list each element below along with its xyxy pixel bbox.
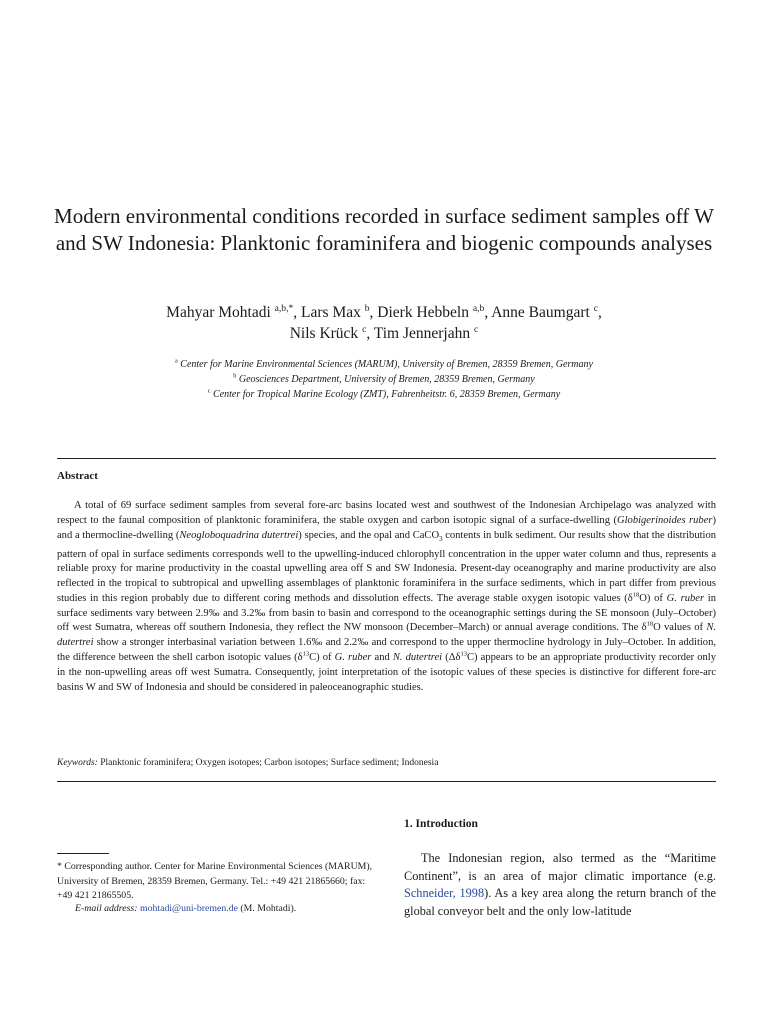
- footnote-divider: [57, 853, 109, 854]
- author-name: Mahyar Mohtadi: [166, 304, 271, 321]
- keywords: [57, 758, 716, 768]
- author-name: Dierk Hebbeln: [377, 304, 469, 321]
- email-suffix: (M. Mohtadi).: [240, 903, 297, 914]
- email-line: [75, 903, 296, 914]
- author-affiliation-mark: b: [364, 302, 370, 314]
- author-name: Tim Jennerjahn: [373, 325, 471, 342]
- introduction-body: The Indonesian region, also termed as the “Maritime Continent”, is an area of major climatic importance (e.g. Schneider, 1998). As a key area along the return branch of the global conveyor belt and the only low-latitude: [404, 851, 716, 918]
- author-affiliation-mark: c: [362, 323, 367, 335]
- affiliation-text: Center for Marine Environmental Sciences (MARUM), University of Bremen, 28359 Bremen, Germany: [180, 359, 593, 370]
- affiliation-mark: c: [207, 387, 211, 395]
- author-affiliation-mark: a,b,*: [274, 302, 294, 314]
- email-link[interactable]: mohtadi@uni-bremen.de: [139, 903, 238, 914]
- affiliation-mark: a: [175, 357, 178, 365]
- author-name: Lars Max: [301, 304, 361, 321]
- affiliation-mark: b: [233, 372, 237, 380]
- keywords-text: Planktonic foraminifera; Oxygen isotopes; Carbon isotopes; Surface sediment; Indonesia: [100, 758, 439, 768]
- author-name: Nils Krück: [289, 325, 359, 342]
- author-affiliation-mark: a,b: [472, 302, 485, 314]
- citation-link[interactable]: Schneider, 1998: [404, 886, 485, 900]
- section-divider: [57, 781, 716, 782]
- affiliation-line: [40, 357, 728, 372]
- keywords-label: Keywords:: [57, 758, 98, 768]
- article-title: Modern environmental conditions recorded in surface sediment samples off W and SW Indonesia: Planktonic foraminifera and biogenic compounds analyses: [54, 204, 714, 255]
- email-label: E-mail address:: [75, 903, 138, 914]
- affiliation-text: Center for Tropical Marine Ecology (ZMT), Fahrenheitstr. 6, 28359 Bremen, Germany: [213, 389, 561, 400]
- affiliation-line: [40, 387, 728, 402]
- affiliation-text: Geosciences Department, University of Bremen, 28359 Bremen, Germany: [238, 374, 535, 385]
- author-affiliation-mark: c: [474, 323, 479, 335]
- section-divider: [57, 458, 716, 459]
- author-affiliation-mark: c: [593, 302, 598, 314]
- author-list: Mahyar Mohtadi $^{a,b,*}$, Lars Max $^b$, Dierk Hebbeln $^{a,b}$, Anne Baumgart $^c$, Nils Krück $^c$, Tim Jennerjahn $^c$: [166, 302, 602, 342]
- introduction-heading: 1. Introduction: [404, 818, 478, 830]
- affiliations: [40, 357, 728, 402]
- affiliation-line: [40, 372, 728, 387]
- author-name: Anne Baumgart: [491, 304, 590, 321]
- abstract-body: A total of 69 surface sediment samples from several fore-arc basins located west and southwest of the Indonesian Archipelago was analyzed with respect to the faunal composition of planktonic foraminifera, the stable oxygen and carbon isotopic signal of a surface-dwelling (Globigerinoides ruber) and a thermocline-dwelling (Neogloboquadrina dutertrei) species, and the opal and CaCO$_3$ contents in bulk sediment. Our results show that the distribution pattern of opal in surface sediments corresponds well to the upwelling-induced chlorophyll concentration in the upper water column and thus, represents a reliable proxy for marine productivity in the coastal upwelling area off S and SW Indonesia. Present-day oceanography and marine productivity are also reflected in the tropical to subtropical and upwelling assemblages of planktonic foraminifera in the surface sediments, which in part differ from previous studies in this region probably due to different coring methods and dissolution effects. The average stable oxygen isotopic values $(\delta^{18}O)$ of G. ruber in surface sediments vary between 2.9‰ and 3.2‰ from basin to basin and correspond to the oceanographic settings during the SE monsoon (July–October) off west Sumatra, whereas off southern Indonesia, they reflect the NW monsoon (December–March) or annual average conditions. The $\delta^{18}O$ values of N. dutertrei show a stronger interbasinal variation between 1.6‰ and 2.2‰ and correspond to the upper thermocline hydrology in July–October. In addition, the difference between the shell carbon isotopic values $(\delta^{13}C)$ of G. ruber and N. dutertrei $(\Delta\delta^{13}C)$ appears to be an appropriate productivity recorder only in the non-upwelling areas off west Sumatra. Consequently, joint interpretation of the isotopic values of these species is distinctive for different fore-arc basins W and SW of Indonesia and should be considered in paleoceanographic studies.: [57, 500, 717, 693]
- corresponding-author-footnote: * Corresponding author. Center for Marine Environmental Sciences (MARUM), University of Bremen, 28359 Bremen, Germany. Tel.: +49 421 21865660; fax: +49 421 21865505.: [57, 861, 373, 901]
- abstract-heading: Abstract: [57, 470, 98, 482]
